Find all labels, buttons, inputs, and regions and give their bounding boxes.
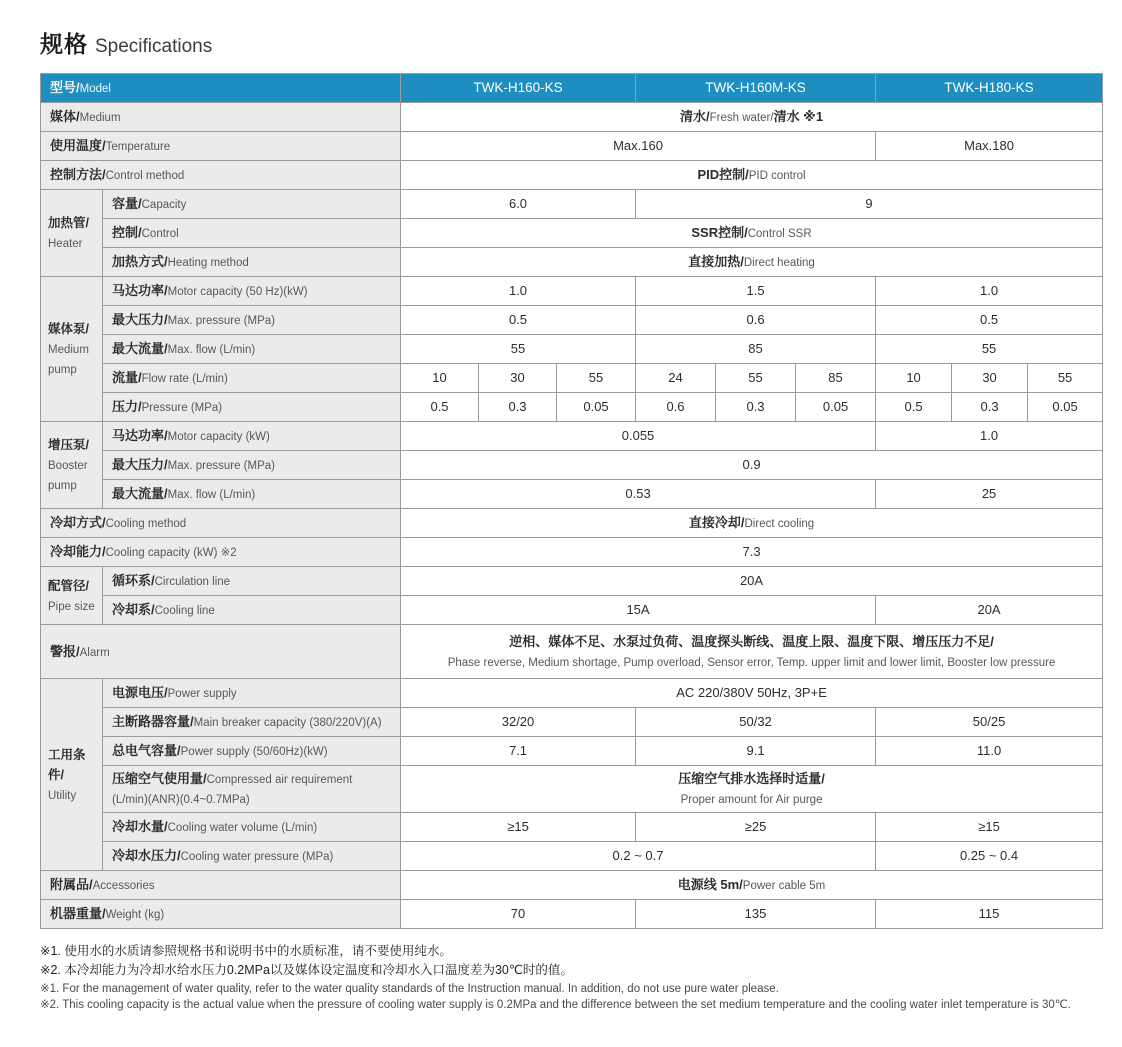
mpump-pressure-cell-9-text: 0.05 — [1052, 399, 1078, 414]
mpump-max-pressure-label-text: 最大压力/ — [112, 312, 168, 327]
bpump-max-pressure-cell-1 — [401, 451, 1103, 480]
utility-cooling-water-pressure-cell-2 — [876, 842, 1103, 871]
model-header-label-text: Model — [79, 83, 111, 95]
bpump-max-flow-label-text: 最大流量/ — [112, 486, 168, 501]
row-cooling-method — [41, 509, 1103, 538]
mpump-max-flow-label-text: Max. flow (L/min) — [167, 344, 256, 356]
pipe-circulation-group-label — [41, 567, 103, 625]
heater-control-cell-1-text: SSR控制/ — [691, 225, 748, 240]
bpump-motor-cell-2-text: 0.055 — [621, 428, 655, 443]
mpump-flow-rate-cell-7 — [876, 364, 952, 393]
accessories-cell-1-text: Power cable 5m — [742, 880, 826, 892]
footnote-zh-1: ※1. 使用水的水质请参照规格书和说明书中的水质标准，请不要使用纯水。 — [40, 944, 452, 958]
mpump-motor-group-label-text: 媒体泵/ — [48, 322, 89, 336]
row-accessories — [41, 871, 1103, 900]
utility-total-power-label-text: Power supply (50/60Hz)(kW) — [180, 746, 328, 758]
heater-capacity-cell-3 — [636, 190, 1103, 219]
mpump-max-flow-cell-2-text: 85 — [748, 341, 763, 356]
heater-capacity-label-text: 容量/ — [112, 196, 142, 211]
footnotes — [40, 942, 1102, 1013]
mpump-max-pressure-cell-3-text: 0.5 — [980, 312, 999, 327]
row-pipe-cooling — [41, 596, 1103, 625]
cooling-capacity-label-text: Cooling capacity (kW) ※2 — [105, 547, 237, 559]
pipe-cooling-cell-2-text: 20A — [977, 602, 1001, 617]
mpump-flow-rate-cell-3 — [557, 364, 636, 393]
heater-capacity-group-label-text: Heater — [48, 238, 83, 250]
control-method-label-text: Control method — [105, 170, 185, 182]
utility-breaker-label-text: 主断路器容量/ — [112, 714, 194, 729]
mpump-pressure-cell-7 — [876, 393, 952, 422]
heater-capacity-group-label — [41, 190, 103, 277]
pipe-circulation-label — [103, 567, 401, 596]
row-mpump-max-flow — [41, 335, 1103, 364]
utility-cooling-water-pressure-label — [103, 842, 401, 871]
model-header-cell-1 — [401, 74, 636, 103]
utility-compressed-air-label-text: (L/min)(ANR)(0.4~0.7MPa) — [112, 794, 250, 806]
utility-cooling-water-volume-cell-1 — [401, 813, 636, 842]
temperature-label-text: Temperature — [105, 141, 171, 153]
utility-breaker-cell-3-text: 50/25 — [972, 714, 1006, 729]
pipe-cooling-cell-1-text: 15A — [626, 602, 650, 617]
mpump-motor-cell-2-text: 1.0 — [508, 283, 528, 298]
mpump-flow-rate-cell-6 — [796, 364, 876, 393]
mpump-flow-rate-label-text: 流量/ — [112, 370, 142, 385]
footnote-en-1: ※1. For the management of water quality, refer to the water quality standards of the Instruction manual. In addition, do not use pure water please. — [40, 982, 779, 995]
accessories-cell-1-text: 电源线 5m/ — [677, 877, 743, 892]
model-header-cell-2 — [636, 74, 876, 103]
pipe-cooling-label-text: Cooling line — [154, 605, 215, 617]
control-method-cell-1 — [401, 161, 1103, 190]
pipe-circulation-label-text: Circulation line — [154, 576, 231, 588]
cooling-capacity-label-text: 冷却能力/ — [50, 544, 106, 559]
row-utility-compressed-air — [41, 766, 1103, 813]
utility-power-supply-label — [103, 679, 401, 708]
temperature-label-text: 使用温度/ — [50, 138, 106, 153]
heater-capacity-cell-3-text: 9 — [865, 196, 873, 211]
bpump-motor-group-label — [41, 422, 103, 509]
utility-breaker-cell-1-text: 32/20 — [501, 714, 535, 729]
accessories-label-text: Accessories — [92, 880, 155, 892]
mpump-max-flow-cell-3 — [876, 335, 1103, 364]
mpump-pressure-cell-3 — [557, 393, 636, 422]
bpump-motor-label — [103, 422, 401, 451]
mpump-pressure-label — [103, 393, 401, 422]
cooling-capacity-cell-1 — [401, 538, 1103, 567]
medium-cell-1-text: 清水/ — [680, 109, 710, 124]
utility-total-power-label-text: 总电气容量/ — [112, 743, 181, 758]
pipe-cooling-label-text: 冷却系/ — [112, 602, 155, 617]
utility-compressed-air-label — [103, 766, 401, 813]
accessories-label-text: 附属品/ — [50, 877, 93, 892]
row-mpump-motor — [41, 277, 1103, 306]
mpump-motor-cell-3 — [636, 277, 876, 306]
alarm-cell-1-text: 逆相、媒体不足、水泵过负荷、温度探头断线、温度上限、温度下限、增压压力不足/ — [509, 633, 994, 649]
bpump-max-flow-cell-2 — [876, 480, 1103, 509]
utility-cooling-water-volume-cell-3-text: ≥15 — [978, 819, 1000, 834]
alarm-label-text: 警报/ — [50, 643, 80, 659]
mpump-pressure-cell-8 — [952, 393, 1028, 422]
cooling-method-cell-1-text: 直接冷却/ — [688, 515, 745, 530]
bpump-max-pressure-cell-1-text: 0.9 — [742, 457, 761, 472]
mpump-flow-rate-label-text: Flow rate (L/min) — [141, 373, 228, 385]
mpump-motor-group-label — [41, 277, 103, 422]
weight-cell-1 — [401, 900, 636, 929]
heater-capacity-cell-2-text: 6.0 — [508, 196, 528, 211]
mpump-max-pressure-label — [103, 306, 401, 335]
mpump-flow-rate-cell-4-text: 24 — [668, 370, 683, 385]
bpump-motor-label-text: Motor capacity (kW) — [167, 431, 270, 443]
mpump-max-flow-cell-2 — [636, 335, 876, 364]
mpump-flow-rate-cell-5-text: 55 — [748, 370, 763, 385]
row-utility-breaker — [41, 708, 1103, 737]
bpump-motor-group-label-text: Booster pump — [48, 460, 88, 492]
accessories-label — [41, 871, 401, 900]
utility-cooling-water-volume-cell-2 — [636, 813, 876, 842]
heating-method-label-text: Heating method — [167, 257, 249, 269]
bpump-motor-group-label-text: 增压泵/ — [48, 438, 89, 452]
cooling-method-label-text: 冷却方式/ — [50, 515, 106, 530]
heater-capacity-cell-2 — [401, 190, 636, 219]
utility-compressed-air-cell-1 — [401, 766, 1103, 813]
utility-total-power-cell-2 — [636, 737, 876, 766]
mpump-pressure-cell-2 — [479, 393, 557, 422]
weight-label-text: 机器重量/ — [50, 906, 106, 921]
mpump-pressure-label-text: 压力/ — [112, 399, 142, 414]
mpump-flow-rate-cell-1-text: 10 — [432, 370, 447, 385]
cooling-method-label — [41, 509, 401, 538]
pipe-cooling-cell-2 — [876, 596, 1103, 625]
mpump-max-pressure-cell-2 — [636, 306, 876, 335]
mpump-motor-cell-3-text: 1.5 — [746, 283, 765, 298]
spec-table — [40, 73, 1103, 929]
mpump-pressure-cell-5 — [716, 393, 796, 422]
utility-total-power-cell-3-text: 11.0 — [976, 743, 1002, 758]
temperature-label — [41, 132, 401, 161]
utility-cooling-water-pressure-label-text: Cooling water pressure (MPa) — [180, 851, 334, 863]
utility-total-power-cell-3 — [876, 737, 1103, 766]
row-mpump-pressure — [41, 393, 1103, 422]
mpump-pressure-cell-4 — [636, 393, 716, 422]
row-cooling-capacity — [41, 538, 1103, 567]
mpump-motor-cell-2 — [401, 277, 636, 306]
heater-capacity-label — [103, 190, 401, 219]
bpump-motor-cell-3-text: 1.0 — [980, 428, 999, 443]
utility-cooling-water-volume-cell-2-text: ≥25 — [744, 819, 767, 834]
mpump-flow-rate-label — [103, 364, 401, 393]
medium-cell-1-text: 清水 ※1 — [773, 109, 824, 124]
mpump-max-pressure-cell-3 — [876, 306, 1103, 335]
mpump-pressure-cell-8-text: 0.3 — [980, 399, 999, 414]
mpump-max-pressure-cell-2-text: 0.6 — [746, 312, 765, 327]
weight-cell-1-text: 70 — [510, 906, 526, 921]
mpump-flow-rate-cell-3-text: 55 — [588, 370, 604, 385]
mpump-flow-rate-cell-2 — [479, 364, 557, 393]
pipe-circulation-cell-2 — [401, 567, 1103, 596]
mpump-flow-rate-cell-8 — [952, 364, 1028, 393]
cooling-method-label-text: Cooling method — [105, 518, 187, 530]
bpump-max-pressure-label — [103, 451, 401, 480]
utility-power-supply-label-text: 电源电压/ — [112, 685, 168, 700]
row-alarm — [41, 625, 1103, 679]
mpump-motor-label — [103, 277, 401, 306]
mpump-pressure-cell-1 — [401, 393, 479, 422]
row-heater-control — [41, 219, 1103, 248]
mpump-flow-rate-cell-6-text: 85 — [828, 370, 843, 385]
pipe-cooling-cell-1 — [401, 596, 876, 625]
mpump-max-pressure-cell-1-text: 0.5 — [508, 312, 528, 327]
pipe-circulation-label-text: 循环系/ — [112, 573, 155, 588]
page-title — [40, 26, 1102, 59]
pipe-cooling-label — [103, 596, 401, 625]
mpump-max-pressure-label-text: Max. pressure (MPa) — [167, 315, 275, 327]
temperature-cell-1 — [401, 132, 876, 161]
mpump-flow-rate-cell-2-text: 30 — [510, 370, 525, 385]
control-method-cell-1-text: PID control — [748, 170, 806, 182]
row-control-method — [41, 161, 1103, 190]
bpump-motor-cell-2 — [401, 422, 876, 451]
footnote-en-2: ※2. This cooling capacity is the actual value when the pressure of cooling water supply is 0.2MPa and the difference between the set medium temperature and the cooling water inlet temperature is 30℃. — [40, 998, 1071, 1011]
pipe-circulation-group-label-text: 配管径/ — [48, 578, 89, 593]
row-weight — [41, 900, 1103, 929]
mpump-motor-label-text: 马达功率/ — [112, 283, 168, 298]
row-medium — [41, 103, 1103, 132]
row-temperature — [41, 132, 1103, 161]
mpump-pressure-cell-9 — [1028, 393, 1103, 422]
mpump-pressure-cell-4-text: 0.6 — [666, 399, 685, 414]
row-bpump-max-pressure — [41, 451, 1103, 480]
pipe-circulation-cell-2-text: 20A — [739, 573, 764, 588]
mpump-max-flow-label — [103, 335, 401, 364]
temperature-cell-1-text: Max.160 — [613, 138, 663, 153]
utility-cooling-water-pressure-label-text: 冷却水压力/ — [112, 848, 181, 863]
heater-control-label — [103, 219, 401, 248]
utility-cooling-water-volume-cell-1-text: ≥15 — [507, 819, 529, 834]
medium-cell-1-text: Fresh water/ — [709, 112, 774, 124]
mpump-pressure-cell-6-text: 0.05 — [822, 399, 849, 414]
row-bpump-motor — [41, 422, 1103, 451]
mpump-max-flow-cell-1-text: 55 — [510, 341, 526, 356]
utility-cooling-water-volume-label-text: 冷却水量/ — [112, 819, 168, 834]
cooling-method-cell-1-text: Direct cooling — [744, 518, 815, 530]
cooling-capacity-label — [41, 538, 401, 567]
utility-total-power-cell-2-text: 9.1 — [746, 743, 765, 758]
heater-control-label-text: 控制/ — [112, 225, 142, 240]
row-utility-total-power — [41, 737, 1103, 766]
model-header-cell-3 — [876, 74, 1103, 103]
bpump-max-flow-cell-1-text: 0.53 — [625, 486, 651, 501]
bpump-max-pressure-label-text: Max. pressure (MPa) — [167, 460, 275, 472]
model-header-cell-3-text: TWK-H180-KS — [944, 80, 1034, 95]
mpump-motor-label-text: Motor capacity (50 Hz)(kW) — [167, 286, 308, 298]
mpump-pressure-cell-7-text: 0.5 — [904, 399, 923, 414]
medium-label — [41, 103, 401, 132]
utility-total-power-cell-1-text: 7.1 — [508, 743, 528, 758]
mpump-pressure-label-text: Pressure (MPa) — [141, 402, 223, 414]
page-title-zh: 规格 — [40, 31, 88, 57]
mpump-pressure-cell-5-text: 0.3 — [746, 399, 765, 414]
mpump-flow-rate-cell-5 — [716, 364, 796, 393]
heater-control-label-text: Control — [141, 228, 179, 240]
row-mpump-max-pressure — [41, 306, 1103, 335]
alarm-label-text: Alarm — [79, 646, 110, 659]
utility-power-supply-group-label-text: Utility — [48, 789, 77, 802]
utility-breaker-label-text: Main breaker capacity (380/220V)(A) — [193, 717, 382, 729]
heating-method-label — [103, 248, 401, 277]
row-heating-method — [41, 248, 1103, 277]
heater-capacity-label-text: Capacity — [141, 199, 187, 211]
utility-compressed-air-label-text: Compressed air requirement — [206, 774, 353, 786]
row-utility-cooling-water-volume — [41, 813, 1103, 842]
bpump-motor-label-text: 马达功率/ — [112, 428, 168, 443]
mpump-flow-rate-cell-1 — [401, 364, 479, 393]
bpump-max-flow-cell-1 — [401, 480, 876, 509]
bpump-max-pressure-label-text: 最大压力/ — [112, 457, 168, 472]
bpump-max-flow-cell-2-text: 25 — [981, 486, 997, 501]
heater-control-cell-1 — [401, 219, 1103, 248]
model-header-label-text: 型号/ — [50, 80, 80, 95]
control-method-cell-1-text: PID控制/ — [697, 167, 749, 182]
utility-compressed-air-label-text: 压缩空气使用量/ — [112, 771, 207, 786]
utility-power-supply-cell-2-text: AC 220/380V 50Hz, 3P+E — [676, 685, 827, 700]
mpump-max-flow-cell-1 — [401, 335, 636, 364]
mpump-max-flow-label-text: 最大流量/ — [112, 341, 168, 356]
mpump-max-pressure-cell-1 — [401, 306, 636, 335]
mpump-flow-rate-cell-4 — [636, 364, 716, 393]
medium-label-text: 媒体/ — [50, 109, 80, 124]
utility-breaker-label — [103, 708, 401, 737]
mpump-flow-rate-cell-8-text: 30 — [982, 370, 997, 385]
weight-label — [41, 900, 401, 929]
mpump-motor-cell-4-text: 1.0 — [980, 283, 999, 298]
model-header-cell-1-text: TWK-H160-KS — [473, 80, 563, 95]
medium-cell-1 — [401, 103, 1103, 132]
mpump-pressure-cell-6 — [796, 393, 876, 422]
utility-breaker-cell-2 — [636, 708, 876, 737]
mpump-flow-rate-cell-9 — [1028, 364, 1103, 393]
bpump-max-flow-label — [103, 480, 401, 509]
utility-cooling-water-volume-label-text: Cooling water volume (L/min) — [167, 822, 318, 834]
heating-method-label-text: 加热方式/ — [112, 254, 168, 269]
footnote-zh-2: ※2. 本冷却能力为冷却水给水压力0.2MPa以及媒体设定温度和冷却水入口温度差为30℃时的值。 — [40, 963, 573, 978]
cooling-method-cell-1 — [401, 509, 1103, 538]
cooling-capacity-cell-1-text: 7.3 — [742, 544, 761, 559]
mpump-pressure-cell-3-text: 0.05 — [583, 399, 609, 414]
row-bpump-max-flow — [41, 480, 1103, 509]
spec-table-body — [41, 74, 1103, 929]
mpump-pressure-cell-1-text: 0.5 — [430, 399, 449, 414]
utility-power-supply-group-label-text: 工用条件/ — [48, 747, 86, 782]
mpump-pressure-cell-2-text: 0.3 — [508, 399, 527, 414]
mpump-motor-cell-4 — [876, 277, 1103, 306]
utility-cooling-water-volume-label — [103, 813, 401, 842]
medium-label-text: Medium — [79, 112, 121, 124]
control-method-label-text: 控制方法/ — [50, 167, 106, 182]
mpump-flow-rate-cell-9-text: 55 — [1057, 370, 1073, 385]
utility-power-supply-label-text: Power supply — [167, 688, 237, 700]
temperature-cell-2 — [876, 132, 1103, 161]
utility-breaker-cell-2-text: 50/32 — [739, 714, 772, 729]
control-method-label — [41, 161, 401, 190]
heater-control-cell-1-text: Control SSR — [747, 228, 812, 240]
alarm-cell-1-text: Phase reverse, Medium shortage, Pump overload, Sensor error, Temp. upper limit and lower limit, Booster low pressure — [447, 656, 1056, 669]
utility-cooling-water-pressure-cell-2-text: 0.25 ~ 0.4 — [959, 848, 1019, 863]
mpump-motor-group-label-text: Medium pump — [48, 344, 89, 376]
mpump-flow-rate-cell-7-text: 10 — [906, 370, 921, 385]
row-mpump-flow-rate — [41, 364, 1103, 393]
alarm-cell-1 — [401, 625, 1103, 679]
heater-capacity-group-label-text: 加热管/ — [48, 216, 89, 230]
row-model-header — [41, 74, 1103, 103]
heating-method-cell-1 — [401, 248, 1103, 277]
model-header-cell-2-text: TWK-H160M-KS — [705, 80, 806, 95]
accessories-cell-1 — [401, 871, 1103, 900]
utility-compressed-air-cell-1-text: Proper amount for Air purge — [680, 794, 823, 806]
bpump-motor-cell-3 — [876, 422, 1103, 451]
bpump-max-flow-label-text: Max. flow (L/min) — [167, 489, 256, 501]
page-title-en: Specifications — [95, 36, 213, 57]
alarm-label — [41, 625, 401, 679]
weight-cell-2 — [636, 900, 876, 929]
model-header-label — [41, 74, 401, 103]
row-pipe-circulation — [41, 567, 1103, 596]
weight-cell-2-text: 135 — [744, 906, 767, 921]
heating-method-cell-1-text: Direct heating — [743, 257, 815, 269]
row-utility-cooling-water-pressure — [41, 842, 1103, 871]
utility-compressed-air-cell-1-text: 压缩空气排水选择时适量/ — [678, 771, 825, 786]
mpump-max-flow-cell-3-text: 55 — [981, 341, 997, 356]
weight-cell-3-text: 115 — [978, 906, 1000, 921]
utility-cooling-water-pressure-cell-1 — [401, 842, 876, 871]
utility-breaker-cell-3 — [876, 708, 1103, 737]
utility-total-power-label — [103, 737, 401, 766]
temperature-cell-2-text: Max.180 — [964, 138, 1014, 153]
row-heater-capacity — [41, 190, 1103, 219]
row-utility-power-supply — [41, 679, 1103, 708]
utility-power-supply-cell-2 — [401, 679, 1103, 708]
utility-power-supply-group-label — [41, 679, 103, 871]
weight-label-text: Weight (kg) — [105, 909, 165, 921]
weight-cell-3 — [876, 900, 1103, 929]
heating-method-cell-1-text: 直接加热/ — [688, 254, 744, 269]
utility-cooling-water-pressure-cell-1-text: 0.2 ~ 0.7 — [612, 848, 664, 863]
pipe-circulation-group-label-text: Pipe size — [48, 600, 95, 613]
utility-cooling-water-volume-cell-3 — [876, 813, 1103, 842]
utility-breaker-cell-1 — [401, 708, 636, 737]
utility-total-power-cell-1 — [401, 737, 636, 766]
